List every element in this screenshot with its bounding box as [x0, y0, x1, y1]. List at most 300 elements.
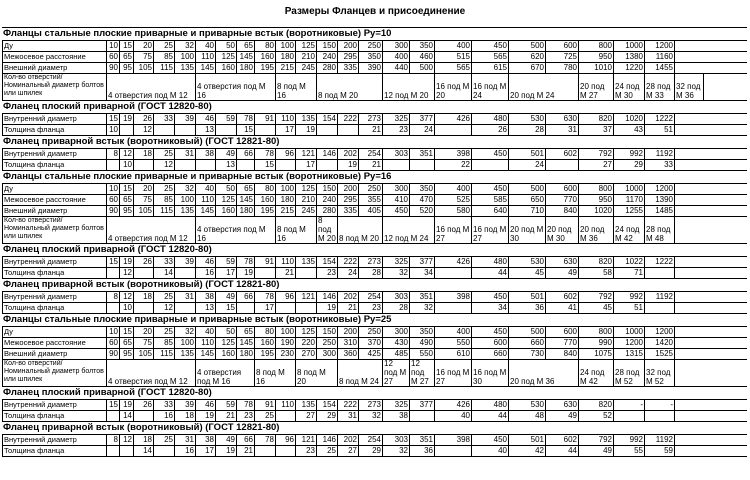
table-cell: 410 [383, 195, 410, 205]
row-label: Ду [2, 327, 107, 337]
table-cell [134, 303, 154, 313]
table-cell: 160 [255, 195, 276, 205]
table-cell: 400 [435, 41, 472, 51]
table-cell: 46 [196, 114, 216, 124]
table-cell: 39 [175, 114, 196, 124]
table-cell: 1000 [614, 184, 645, 194]
table-cell: 1222 [645, 114, 675, 124]
table-cell: 770 [546, 195, 579, 205]
table-cell: 400 [435, 184, 472, 194]
table-cell: 28 [509, 125, 546, 135]
table-cell: 12 [120, 435, 134, 445]
table-cell: 71 [614, 268, 645, 278]
row-label: Межосевое расстояние [2, 52, 107, 62]
table-cell [237, 160, 255, 170]
table-cell: 16 под М 24 [472, 74, 509, 100]
table-row [2, 348, 747, 359]
table-cell: 480 [472, 400, 509, 410]
table-cell: 10 [107, 327, 120, 337]
table-cell: 202 [338, 435, 359, 445]
table-row [2, 256, 747, 267]
table-cell: 22 [435, 160, 472, 170]
table-cell: 38 [383, 411, 410, 421]
table-cell: 1075 [579, 349, 614, 359]
table-cell: 530 [509, 114, 546, 124]
table-cell: 40 [196, 184, 216, 194]
table-cell: 792 [579, 292, 614, 302]
table-cell: 121 [296, 149, 317, 159]
table-cell: 1020 [579, 206, 614, 216]
table-cell: 480 [472, 114, 509, 124]
table-cell: 16 [154, 411, 175, 421]
table-cell: 610 [435, 349, 472, 359]
table-cell: 1200 [645, 41, 675, 51]
table-cell: 13 [196, 303, 216, 313]
table-cell: 16 [196, 268, 216, 278]
table-cell: 660 [509, 338, 546, 348]
table-cell: 49 [546, 411, 579, 421]
table-cell: 40 [196, 327, 216, 337]
table-cell: 8 под М 16 [255, 360, 296, 386]
table-cell: 150 [317, 327, 338, 337]
table-cell: 630 [546, 114, 579, 124]
table-cell: 1000 [614, 327, 645, 337]
table-cell [107, 446, 120, 456]
table-cell: 75 [134, 195, 154, 205]
table-cell: 400 [435, 327, 472, 337]
table-row [2, 73, 747, 100]
table-cell: 49 [579, 446, 614, 456]
table-cell: 135 [296, 257, 317, 267]
table-cell: 28 под М 52 [614, 360, 645, 386]
table-cell: 23 [383, 125, 410, 135]
table-cell: 34 [472, 303, 509, 313]
table-cell: 1200 [614, 338, 645, 348]
table-cell: 32 под М 36 [675, 74, 704, 100]
table-row [2, 302, 747, 313]
table-cell: 426 [435, 400, 472, 410]
table-cell: 425 [359, 349, 383, 359]
table-cell: 460 [410, 52, 435, 62]
table-cell [196, 160, 216, 170]
table-cell: 19 [120, 114, 134, 124]
table-cell: 27 [579, 160, 614, 170]
table-row [2, 159, 747, 170]
table-cell: 15 [120, 41, 134, 51]
table-cell: 125 [216, 338, 237, 348]
table-cell: 1525 [645, 349, 675, 359]
table-cell: 500 [509, 327, 546, 337]
table-cell: 820 [579, 400, 614, 410]
table-cell: 230 [276, 349, 296, 359]
table-cell: 600 [546, 41, 579, 51]
table-cell: 4 отверстия под М 12 [107, 360, 196, 386]
table-cell: 792 [579, 149, 614, 159]
table-cell [317, 160, 338, 170]
table-cell: 32 [175, 41, 196, 51]
table-cell: 48 [509, 411, 546, 421]
table-cell: 21 [216, 411, 237, 421]
table-cell: 125 [216, 52, 237, 62]
table-cell: 377 [410, 257, 435, 267]
table-cell [276, 160, 296, 170]
table-cell: 16 [175, 446, 196, 456]
table-cell: 19 [120, 400, 134, 410]
table-cell: 12 [120, 292, 134, 302]
table-cell: 105 [134, 206, 154, 216]
table-cell: 19 [196, 411, 216, 421]
table-cell: 430 [383, 338, 410, 348]
table-cell: 15 [237, 125, 255, 135]
table-cell: 90 [107, 206, 120, 216]
table-cell [154, 446, 175, 456]
table-cell: 100 [175, 195, 196, 205]
table-cell: 25 [154, 327, 175, 337]
row-label: Внутренний диаметр [2, 435, 107, 445]
table-cell: 49 [216, 149, 237, 159]
table-cell: 31 [338, 411, 359, 421]
table-cell: 78 [255, 292, 276, 302]
section-header: Фланец приварной встык (воротниковый) (ГОСТ 12821-80) [2, 278, 747, 291]
table-cell: 14 [134, 446, 154, 456]
table-cell: 50 [216, 41, 237, 51]
section-header: Фланец приварной встык (воротниковый) (ГОСТ 12821-80) [2, 135, 747, 148]
table-cell: 17 [276, 125, 296, 135]
table-cell: 24 под М 42 [579, 360, 614, 386]
table-cell: 19 [120, 257, 134, 267]
table-cell: 195 [255, 206, 276, 216]
table-cell: 245 [296, 206, 317, 216]
table-cell: 125 [296, 184, 317, 194]
table-cell: 222 [338, 257, 359, 267]
table-cell: 110 [276, 257, 296, 267]
table-cell: 580 [435, 206, 472, 216]
table-cell: 38 [196, 149, 216, 159]
table-cell: 50 [216, 327, 237, 337]
table-cell: 160 [216, 63, 237, 73]
table-cell: 32 [383, 446, 410, 456]
table-cell: 27 [338, 446, 359, 456]
table-cell: 65 [120, 52, 134, 62]
table-cell [134, 411, 154, 421]
table-cell: 820 [579, 257, 614, 267]
table-cell: 450 [472, 327, 509, 337]
table-cell: 10 [120, 303, 134, 313]
table-row [2, 359, 747, 386]
table-cell: 602 [546, 435, 579, 445]
table-cell: 33 [154, 114, 175, 124]
table-cell: 245 [296, 63, 317, 73]
table-row [2, 124, 747, 135]
table-cell: 725 [546, 52, 579, 62]
table-cell: 40 [196, 41, 216, 51]
table-cell: 78 [255, 149, 276, 159]
table-cell: 24 [509, 160, 546, 170]
table-cell: 27 [296, 411, 317, 421]
table-cell: 585 [472, 195, 509, 205]
table-cell: 480 [472, 257, 509, 267]
table-cell: 33 [154, 257, 175, 267]
table-cell: 40 [435, 411, 472, 421]
table-cell: 25 [255, 411, 276, 421]
table-cell: 75 [134, 338, 154, 348]
table-cell: 1200 [645, 327, 675, 337]
table-cell: 670 [509, 63, 546, 73]
table-cell: 300 [383, 41, 410, 51]
table-cell: 4 отверстия под М 12 [107, 74, 196, 100]
table-cell: 12 под М 20 [383, 74, 435, 100]
table-cell: 200 [338, 184, 359, 194]
table-cell: 28 [383, 303, 410, 313]
table-cell: 273 [359, 400, 383, 410]
table-cell: 90 [107, 349, 120, 359]
table-cell: 96 [276, 435, 296, 445]
table-cell: 202 [338, 149, 359, 159]
table-cell: 32 [383, 268, 410, 278]
table-cell: 31 [175, 435, 196, 445]
table-cell: 950 [579, 195, 614, 205]
table-cell: 12 [120, 149, 134, 159]
table-cell: 154 [317, 257, 338, 267]
row-label: Кол-во отверстий/ Номинальный диаметр болтов или шпилек [2, 217, 107, 243]
table-cell: 325 [383, 257, 410, 267]
table-cell: 145 [237, 338, 255, 348]
table-cell: 303 [383, 435, 410, 445]
table-cell: 405 [359, 206, 383, 216]
table-row [2, 51, 747, 62]
table-cell [237, 303, 255, 313]
row-label: Внутренний диаметр [2, 257, 107, 267]
table-cell: 135 [175, 206, 196, 216]
table-cell: 59 [216, 257, 237, 267]
table-cell: 20 под М 36 [579, 217, 614, 243]
table-cell: 640 [472, 206, 509, 216]
table-cell: 110 [276, 400, 296, 410]
table-cell: 20 под М 27 [579, 74, 614, 100]
table-cell: 16 под М 27 [435, 360, 472, 386]
table-cell: 49 [216, 435, 237, 445]
table-cell: 10 [107, 125, 120, 135]
table-cell [435, 268, 472, 278]
table-cell: 59 [216, 114, 237, 124]
table-cell: 377 [410, 114, 435, 124]
table-cell: 16 под М 30 [472, 360, 509, 386]
table-cell: 180 [237, 349, 255, 359]
table-cell: 49 [546, 268, 579, 278]
table-cell: 110 [196, 195, 216, 205]
table-cell: 13 [216, 160, 237, 170]
table-cell: 135 [175, 63, 196, 73]
table-cell: 66 [237, 292, 255, 302]
table-cell: 85 [154, 52, 175, 62]
table-cell: 19 [296, 125, 317, 135]
table-row [2, 205, 747, 216]
table-cell [120, 125, 134, 135]
table-cell: 51 [614, 303, 645, 313]
table-cell: 1390 [645, 195, 675, 205]
table-cell: 355 [359, 195, 383, 205]
table-cell: 1485 [645, 206, 675, 216]
table-cell [410, 411, 435, 421]
table-cell: 40 [472, 446, 509, 456]
table-cell: 25 [317, 446, 338, 456]
table-cell: 325 [383, 400, 410, 410]
table-cell [645, 303, 675, 313]
table-cell: 992 [614, 149, 645, 159]
table-cell: 150 [317, 184, 338, 194]
table-cell [645, 268, 675, 278]
table-cell: 58 [579, 268, 614, 278]
table-cell: 500 [509, 41, 546, 51]
table-cell [296, 268, 317, 278]
table-row [2, 216, 747, 243]
table-cell: 14 [154, 268, 175, 278]
table-cell: 530 [509, 257, 546, 267]
table-cell: 125 [296, 41, 317, 51]
table-cell: 29 [317, 411, 338, 421]
table-cell: 530 [509, 400, 546, 410]
row-label: Внутренний диаметр [2, 149, 107, 159]
row-label: Внешний диаметр [2, 349, 107, 359]
table-cell: 202 [338, 292, 359, 302]
table-cell: 792 [579, 435, 614, 445]
table-cell: 96 [276, 149, 296, 159]
table-cell: 1420 [645, 338, 675, 348]
table-cell: 8 [107, 292, 120, 302]
table-cell: 65 [237, 41, 255, 51]
table-cell: 60 [107, 338, 120, 348]
table-cell: 105 [134, 349, 154, 359]
table-cell: 350 [410, 41, 435, 51]
row-label: Толщина фланца [2, 446, 107, 456]
table-cell: 20 [134, 327, 154, 337]
table-cell: 110 [276, 114, 296, 124]
table-cell: 26 [134, 400, 154, 410]
table-cell: 36 [410, 446, 435, 456]
table-cell: 15 [120, 184, 134, 194]
table-cell [410, 160, 435, 170]
table-cell: 426 [435, 257, 472, 267]
table-cell: 190 [276, 338, 296, 348]
table-cell: 32 [175, 184, 196, 194]
table-cell: 96 [276, 292, 296, 302]
table-cell: 195 [255, 63, 276, 73]
table-cell: 146 [317, 149, 338, 159]
table-cell: 310 [338, 338, 359, 348]
table-cell: 33 [645, 160, 675, 170]
table-cell: 8 под М 20 [338, 217, 383, 243]
table-cell: 135 [175, 349, 196, 359]
table-cell: 145 [196, 349, 216, 359]
table-cell: 1000 [614, 41, 645, 51]
table-cell: 250 [359, 41, 383, 51]
table-cell: 14 [120, 411, 134, 421]
table-cell: 39 [175, 257, 196, 267]
table-cell: 660 [472, 349, 509, 359]
table-cell [296, 303, 317, 313]
table-cell: 26 [134, 257, 154, 267]
table-cell: 38 [196, 435, 216, 445]
table-cell: 100 [276, 41, 296, 51]
table-row [2, 40, 747, 51]
table-cell: 12 под М 24 [383, 217, 435, 243]
row-label: Межосевое расстояние [2, 195, 107, 205]
table-cell: 43 [614, 125, 645, 135]
table-cell: 44 [472, 411, 509, 421]
table-cell: 390 [359, 63, 383, 73]
row-label: Внешний диаметр [2, 206, 107, 216]
row-label: Толщина фланца [2, 125, 107, 135]
table-cell: 840 [546, 349, 579, 359]
table-cell [546, 160, 579, 170]
table-cell: 50 [216, 184, 237, 194]
row-label: Толщина фланца [2, 303, 107, 313]
table-cell: 21 [237, 446, 255, 456]
table-cell: 351 [410, 292, 435, 302]
table-cell: 222 [338, 400, 359, 410]
table-cell: 1455 [645, 63, 675, 73]
table-cell: 160 [216, 206, 237, 216]
table-cell: 91 [255, 400, 276, 410]
table-cell [472, 160, 509, 170]
table-row [2, 337, 747, 348]
table-cell [383, 160, 410, 170]
table-cell: 12 под М 27 [383, 360, 410, 386]
table-cell [154, 125, 175, 135]
table-cell: 41 [546, 303, 579, 313]
table-cell: 1192 [645, 435, 675, 445]
table-cell: 52 [579, 411, 614, 421]
table-cell: 25 [154, 184, 175, 194]
table-cell: 55 [614, 446, 645, 456]
table-row [2, 113, 747, 124]
table-cell: 10 [120, 160, 134, 170]
table-cell: 78 [237, 400, 255, 410]
table-cell: 26 [472, 125, 509, 135]
table-cell: 565 [435, 63, 472, 73]
table-cell: 23 [296, 446, 317, 456]
table-cell: 21 [338, 303, 359, 313]
table-cell: 450 [383, 206, 410, 216]
table-cell: 39 [175, 400, 196, 410]
row-label: Ду [2, 41, 107, 51]
table-cell: 135 [296, 114, 317, 124]
table-cell: 15 [120, 327, 134, 337]
table-cell: 10 [107, 184, 120, 194]
table-cell: 470 [410, 195, 435, 205]
table-cell [435, 125, 472, 135]
table-cell: 270 [296, 349, 317, 359]
table-cell [175, 160, 196, 170]
table-cell: 28 [359, 268, 383, 278]
table-cell: 180 [237, 63, 255, 73]
table-cell: 620 [509, 52, 546, 62]
table-cell: 105 [134, 63, 154, 73]
row-label: Внешний диаметр [2, 63, 107, 73]
table-cell [107, 411, 120, 421]
table-cell: 18 [134, 435, 154, 445]
table-cell: 13 [196, 125, 216, 135]
table-cell [435, 446, 472, 456]
table-row [2, 148, 747, 159]
table-cell [255, 125, 276, 135]
table-cell [338, 125, 359, 135]
table-cell: 8 [107, 149, 120, 159]
table-cell: 1020 [614, 114, 645, 124]
table-cell: 125 [216, 195, 237, 205]
table-cell: 4 отверстия под М 12 [107, 217, 196, 243]
table-cell: 42 [509, 446, 546, 456]
